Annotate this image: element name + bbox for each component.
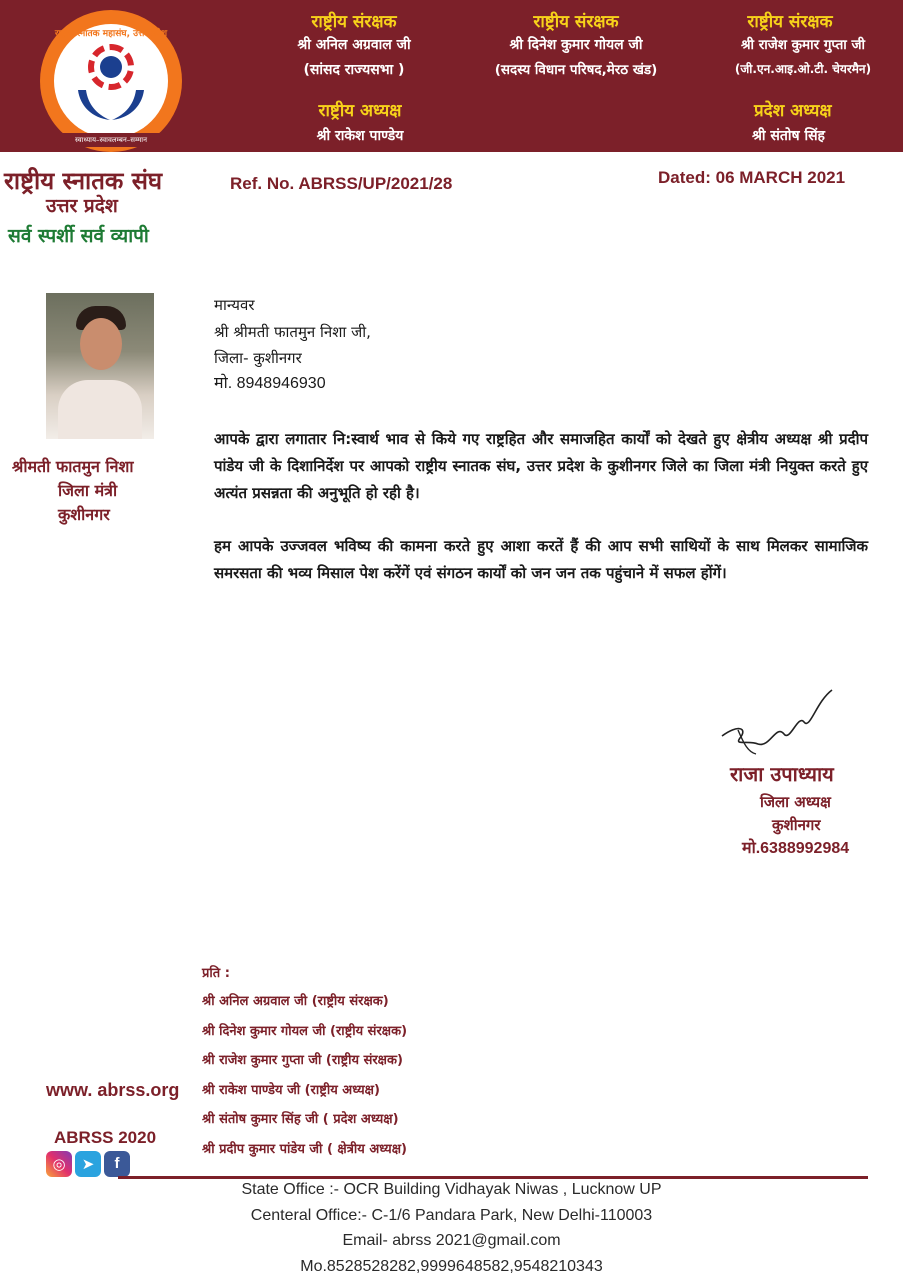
patron2-note: (सदस्य विधान परिषद,मेरठ खंड) [494, 62, 658, 78]
salutation: मान्यवर [214, 296, 255, 314]
cc-item: श्री संतोष कुमार सिंह जी ( प्रदेश अध्यक्ष) [202, 1112, 399, 1127]
patron1-name: श्री अनिल अग्रवाल जी [297, 37, 411, 53]
patron2-name: श्री दिनेश कुमार गोयल जी [509, 37, 643, 53]
logo-arc-text: राष्ट्रीय स्नातक महासंघ, उत्तर प्रदेश [54, 29, 168, 39]
photo-figure-face [80, 318, 122, 370]
state-president-title: प्रदेश अध्यक्ष [754, 101, 832, 121]
photo-figure-body [58, 380, 142, 439]
president-name: श्री राकेश पाण्डेय [316, 128, 404, 144]
footer-mobile: Mo.8528528282,9999648582,9548210343 [300, 1258, 603, 1275]
footer-central-office: Centeral Office:- C-1/6 Pandara Park, New Delhi-110003 [250, 1207, 653, 1224]
reference-number: Ref. No. ABRSS/UP/2021/28 [230, 174, 453, 193]
footer-divider [118, 1176, 868, 1179]
state-president-name: श्री संतोष सिंह [752, 128, 825, 144]
patron2-title: राष्ट्रीय संरक्षक [533, 12, 619, 32]
footer-state-office: State Office :- OCR Building Vidhayak Niwas , Lucknow UP [241, 1181, 662, 1198]
letter-date: Dated: 06 MARCH 2021 [658, 168, 846, 187]
footer-email: Email- abrss 2021@gmail.com [342, 1232, 561, 1249]
org-name: राष्ट्रीय स्नातक संघ [4, 167, 163, 195]
cc-item: श्री प्रदीप कुमार पांडेय जी ( क्षेत्रीय अध्यक्ष) [202, 1142, 407, 1157]
patron3-name: श्री राजेश कुमार गुप्ता जी [741, 37, 865, 53]
logo-motto: स्वाध्याय–स्वावलम्बन–सम्मान [56, 133, 166, 147]
appointee-district: कुशीनगर [58, 505, 110, 524]
brand-year: ABRSS 2020 [54, 1128, 157, 1147]
addressee-district: जिला- कुशीनगर [214, 349, 302, 367]
cc-item: श्री दिनेश कुमार गोयल जी (राष्ट्रीय संरक्षक) [202, 1024, 408, 1039]
signatory-post: जिला अध्यक्ष [760, 793, 831, 811]
website-link[interactable]: www. abrss.org [46, 1080, 180, 1100]
signatory-district: कुशीनगर [772, 816, 821, 834]
addressee-mobile: मो. 8948946930 [214, 375, 326, 392]
org-state: उत्तर प्रदेश [46, 195, 118, 217]
appointee-name: श्रीमती फातमुन निशा [12, 457, 134, 476]
signature-scribble [718, 684, 838, 758]
patron1-note: (सांसद राज्यसभा ) [303, 62, 405, 78]
telegram-icon[interactable]: ➤ [75, 1151, 101, 1177]
cc-item: श्री अनिल अग्रवाल जी (राष्ट्रीय संरक्षक) [202, 994, 389, 1009]
letter-paragraph-2: हम आपके उज्जवल भविष्य की कामना करते हुए आशा करतें हैं की आप सभी साथियों के साथ मिलकर सामाजिक समरसता की भव्य मिसाल पेश करेंगें एवं संगठन कार्यों को जन जन तक पहुंचाने में सफल होंगें। [214, 537, 868, 582]
patron3-note: (जी.एन.आइ.ओ.टी. चेयरमैन) [734, 62, 872, 76]
cc-item: श्री राजेश कुमार गुप्ता जी (राष्ट्रीय संरक्षक) [202, 1053, 403, 1068]
patron3-title: राष्ट्रीय संरक्षक [747, 12, 833, 32]
org-slogan: सर्व स्पर्शी सर्व व्यापी [8, 225, 149, 247]
patron1-title: राष्ट्रीय संरक्षक [311, 12, 397, 32]
facebook-icon[interactable]: f [104, 1151, 130, 1177]
addressee-name: श्री श्रीमती फातमुन निशा जी, [214, 323, 371, 341]
hands-icon [74, 88, 148, 122]
president-title: राष्ट्रीय अध्यक्ष [318, 101, 402, 121]
appointee-post: जिला मंत्री [58, 481, 118, 500]
letter-paragraph-1: आपके द्वारा लगातार नि:स्वार्थ भाव से किये गए राष्ट्रहित और समाजहित कार्यों को देखते हुए क्षेत्रीय अध्यक्ष श्री प्रदीप पांडेय जी के दिशानिर्देश पर आपको राष्ट्रीय स्नातक संघ, उत्तर प्रदेश के कुशीनगर जिले का जिला मंत्री नियुक्त करते हुए अत्यंत प्रसन्नता की अनुभूति हो रही है। [214, 430, 868, 502]
signatory-mobile: मो.6388992984 [742, 840, 850, 857]
cc-item: श्री राकेश पाण्डेय जी (राष्ट्रीय अध्यक्ष) [202, 1083, 380, 1098]
cc-heading: प्रति : [202, 966, 230, 981]
signatory-name: राजा उपाध्याय [730, 762, 834, 786]
instagram-icon[interactable]: ◎ [46, 1151, 72, 1177]
book-icon [100, 56, 122, 78]
